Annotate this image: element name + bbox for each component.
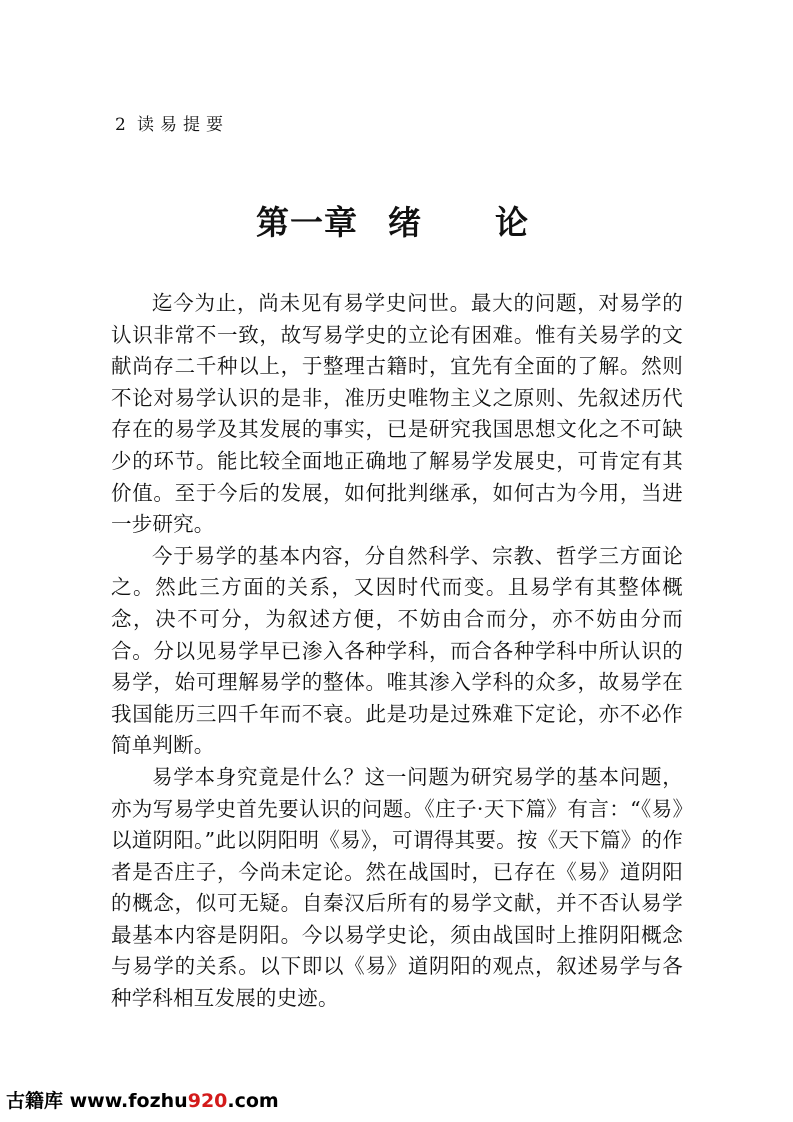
watermark-number: 920: [187, 1090, 228, 1112]
paragraph-1: 迄今为止，尚未见有易学史问世。最大的问题，对易学的认识非常不一致，故写易学史的立论有困难。惟有关易学的文献尚存二千种以上，于整理古籍时，宜先有全面的了解。然则不论对易学认识的是非，准历史唯物主义之原则、先叙述历代存在的易学及其发展的事实，已是研究我国思想文化之不可缺少的环节。能比较全面地正确地了解易学发展史，可肯定有其价值。至于今后的发展，如何批判继承，如何古为今用，当进一步研究。: [111, 291, 683, 537]
running-book-title: 读易提要: [137, 115, 229, 135]
chapter-title-char-1: 绪: [388, 203, 421, 242]
site-watermark: [6, 1088, 279, 1114]
watermark-prefix: 古籍库 www.fozhu: [6, 1090, 188, 1112]
chapter-heading: [0, 198, 793, 248]
page-number: 2: [115, 115, 126, 135]
watermark-suffix: .com: [227, 1090, 279, 1112]
running-header: [115, 114, 229, 136]
chapter-number: 第一章: [256, 203, 358, 242]
chapter-body: [111, 288, 683, 1015]
paragraph-3: 易学本身究竟是什么？这一问题为研究易学的基本问题，亦为写易学史首先要认识的问题。《庄子·天下篇》有言：“《易》以道阴阳。”此以阴阳明《易》，可谓得其要。按《天下篇》的作者是否庄子，今尚未定论。然在战国时，已存在《易》道阴阳的概念，似可无疑。自秦汉后所有的易学文献，并不否认易学最基本内容是阴阳。今以易学史论，须由战国时上推阴阳概念与易学的关系。以下即以《易》道阴阳的观点，叙述易学与各种学科相互发展的史迹。: [111, 764, 683, 1011]
chapter-title-char-2: 论: [495, 203, 528, 242]
paragraph-2: 今于易学的基本内容，分自然科学、宗教、哲学三方面论之。然此三方面的关系，又因时代而变。且易学有其整体概念，决不可分，为叙述方便，不妨由合而分，亦不妨由分而合。分以见易学早已渗入各种学科，而合各种学科中所认识的易学，始可理解易学的整体。唯其渗入学科的众多，故易学在我国能历三四千年而不衰。此是功是过殊难下定论，亦不必作简单判断。: [111, 543, 683, 758]
